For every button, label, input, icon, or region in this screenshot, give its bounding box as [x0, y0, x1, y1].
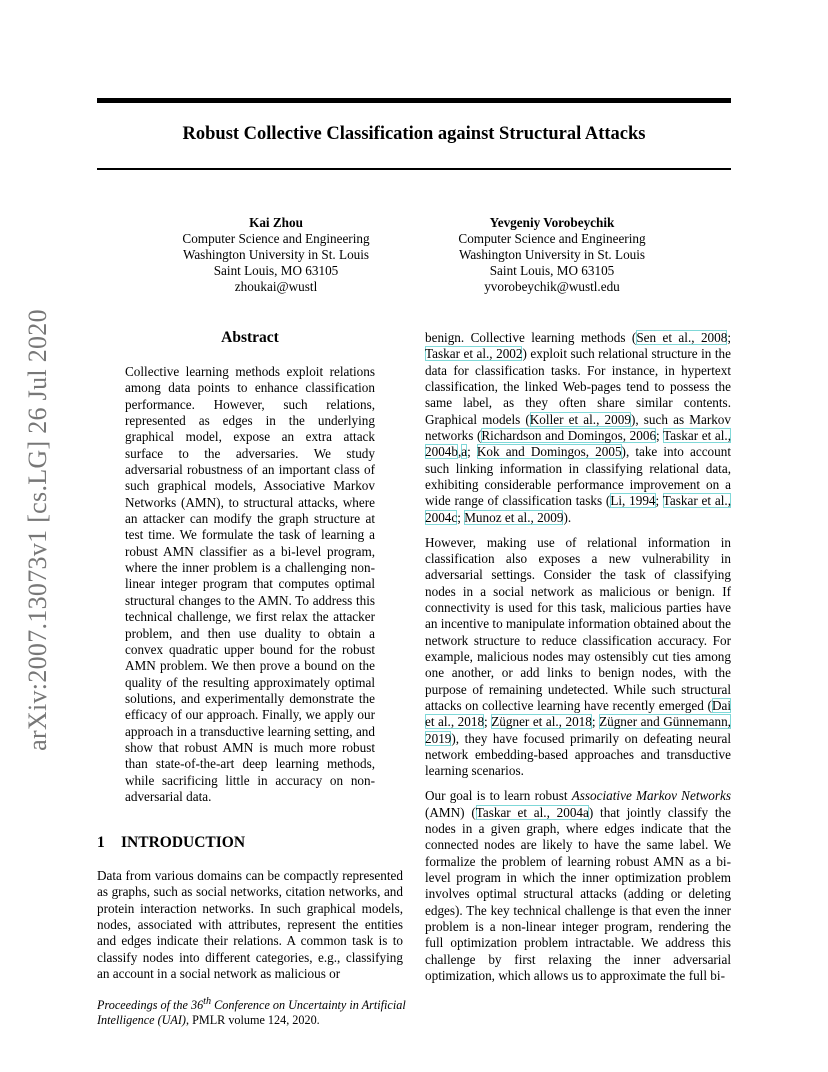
- citation-link[interactable]: Taskar et al., 2004c: [425, 493, 731, 525]
- footnote-conference: Conference on Uncertainty in Artificial Intelligence (UAI): [97, 998, 406, 1028]
- text-run: ), take into account such linking information in classifying relational data, exhibiting considerable performance improvement on a wide range of classification tasks (: [425, 444, 731, 509]
- paragraph-collective-learning: [425, 330, 731, 526]
- abstract-heading: Abstract: [221, 329, 279, 346]
- author-institution: Washington University in St. Louis: [458, 247, 646, 262]
- citation-link[interactable]: Zügner and Günnemann, 2019: [425, 714, 731, 746]
- abstract-text: Collective learning methods exploit relations among data points to enhance classification performance. However, such relations, represented as edges in the underlying graphical model, expose an extra attack surface to the adversaries. We study adversarial robustness of an important class of such graphical models, Associative Markov Networks (AMN), to structural attacks, where an attacker can modify the graph structure at test time. We formulate the task of learning a robust AMN classifier as a bi-level program, where the inner problem is a challenging non-linear integer program that computes optimal structural changes to the AMN. To address this technical challenge, we first relax the attacker problem, and then use duality to obtain a convex quadratic upper bound for the robust AMN problem. We then prove a bound on the quality of the resulting approximately optimal solutions, and experimentally demonstrate the efficacy of our approach. Finally, we apply our approach in a transductive learning setting, and show that robust AMN is much more robust than state-of-the-art deep learning methods, while sacrificing little in accuracy on non-adversarial data.: [125, 364, 375, 804]
- author-block-2: [402, 215, 702, 295]
- author-institution: Washington University in St. Louis: [182, 247, 370, 262]
- emphasis-amn: Associative Markov Networks: [571, 788, 732, 804]
- paragraph-our-goal: [425, 788, 731, 984]
- author-email: zhoukai@wustl: [234, 279, 318, 294]
- author-email: yvorobeychik@wustl.edu: [484, 279, 620, 294]
- text-run: ;: [591, 714, 600, 730]
- text-run: However, making use of relational information in classification also exposes a new vulnerability in adversarial settings. Consider the task of classifying nodes in a social network as malicious or benign. If connectivity is used for this task, malicious parties have an incentive to manipulate information obtained about the network structure to reduce classification accuracy. For example, malicious nodes may ostensibly cut ties among one another, or add links to benign nodes, with the purpose of remaining undetected. While such structural attacks on collective learning have recently emerged (: [425, 534, 731, 714]
- text-run: ) that jointly classify the nodes in a given graph, where edges indicate that the connected nodes are likely to have the same label. We formalize the problem of learning robust AMN as a bi-level program in which the inner optimization problem involves optimal structural attacks (adding or deleting edges). The key technical challenge is that even the inner problem is a non-linear integer program, rendering the full optimization problem intractable. We address this challenge by first relaxing the inner adversarial optimization, which allows us to approximate the full bi-: [425, 804, 731, 984]
- footnote-volume: , PMLR volume 124, 2020.: [186, 1013, 320, 1028]
- citation-link[interactable]: Dai et al., 2018: [425, 698, 731, 730]
- section-heading-introduction: [97, 833, 403, 853]
- text-run: ;: [467, 444, 477, 460]
- text-run: Our goal is to learn robust: [425, 788, 572, 804]
- citation-link[interactable]: Sen et al., 2008: [636, 330, 728, 345]
- section-number: 1: [97, 834, 105, 851]
- author-dept: Computer Science and Engineering: [458, 231, 646, 246]
- text-run: ), such as Markov networks (: [425, 411, 731, 444]
- citation-link[interactable]: a: [461, 444, 468, 460]
- text-run: (AMN) (: [425, 804, 476, 820]
- footnote-superscript: th: [203, 996, 212, 1007]
- right-column: [425, 330, 731, 993]
- citation-link[interactable]: Taskar et al., 2002: [425, 346, 523, 362]
- footnote-prefix: Proceedings of the 36: [97, 998, 204, 1013]
- paper-title: Robust Collective Classification against Structural Attacks: [182, 124, 646, 144]
- title-rule-top: [97, 98, 731, 103]
- author-dept: Computer Science and Engineering: [182, 231, 370, 246]
- text-run: ).: [563, 509, 572, 525]
- citation-link[interactable]: Zügner et al., 2018: [491, 714, 592, 730]
- text-run: ;: [656, 428, 664, 444]
- citation-link[interactable]: Taskar et al., 2004b: [425, 428, 731, 460]
- introduction-paragraph: Data from various domains can be compactly represented as graphs, such as social networks, citation networks, and protein interaction networks. In such graphical models, nodes, associated with attributes, represent the entities and edges indicate their relations. A common task is to classify nodes into different categories, e.g., classifying an account in a social network as malicious or: [97, 868, 403, 982]
- paragraph-vulnerability: [425, 535, 731, 780]
- text-run: benign. Collective learning methods (: [425, 330, 637, 345]
- proceedings-footnote: [97, 994, 407, 1028]
- author-name: Kai Zhou: [249, 215, 303, 230]
- citation-link[interactable]: Munoz et al., 2009: [464, 509, 564, 525]
- citation-link[interactable]: Kok and Domingos, 2005: [476, 444, 622, 460]
- citation-link[interactable]: Li, 1994: [610, 493, 656, 509]
- text-run: ;: [484, 714, 492, 730]
- text-run: ,: [457, 444, 462, 460]
- title-rule-bottom: [97, 168, 731, 170]
- text-run: ) exploit such relational structure in the data for classification tasks. For instance, in hypertext classification, the linked Web-pages tend to possess the same label, as they often share similar contents. Graphical models (: [425, 346, 731, 427]
- citation-link[interactable]: Koller et al., 2009: [529, 411, 631, 427]
- citation-link[interactable]: Richardson and Domingos, 2006: [481, 428, 657, 444]
- text-run: ), they have focused primarily on defeating neural network embedding-based approaches and transductive learning scenarios.: [425, 730, 731, 779]
- text-run: ;: [457, 509, 465, 525]
- arxiv-identifier: arXiv:2007.13073v1 [cs.LG] 26 Jul 2020: [23, 309, 52, 751]
- author-block-1: [126, 215, 426, 295]
- author-address: Saint Louis, MO 63105: [489, 263, 615, 278]
- author-address: Saint Louis, MO 63105: [213, 263, 339, 278]
- text-run: ;: [727, 330, 731, 345]
- section-title: INTRODUCTION: [121, 834, 246, 851]
- citation-link[interactable]: Taskar et al., 2004a: [475, 804, 589, 820]
- author-name: Yevgeniy Vorobeychik: [489, 215, 615, 230]
- text-run: ;: [655, 493, 663, 509]
